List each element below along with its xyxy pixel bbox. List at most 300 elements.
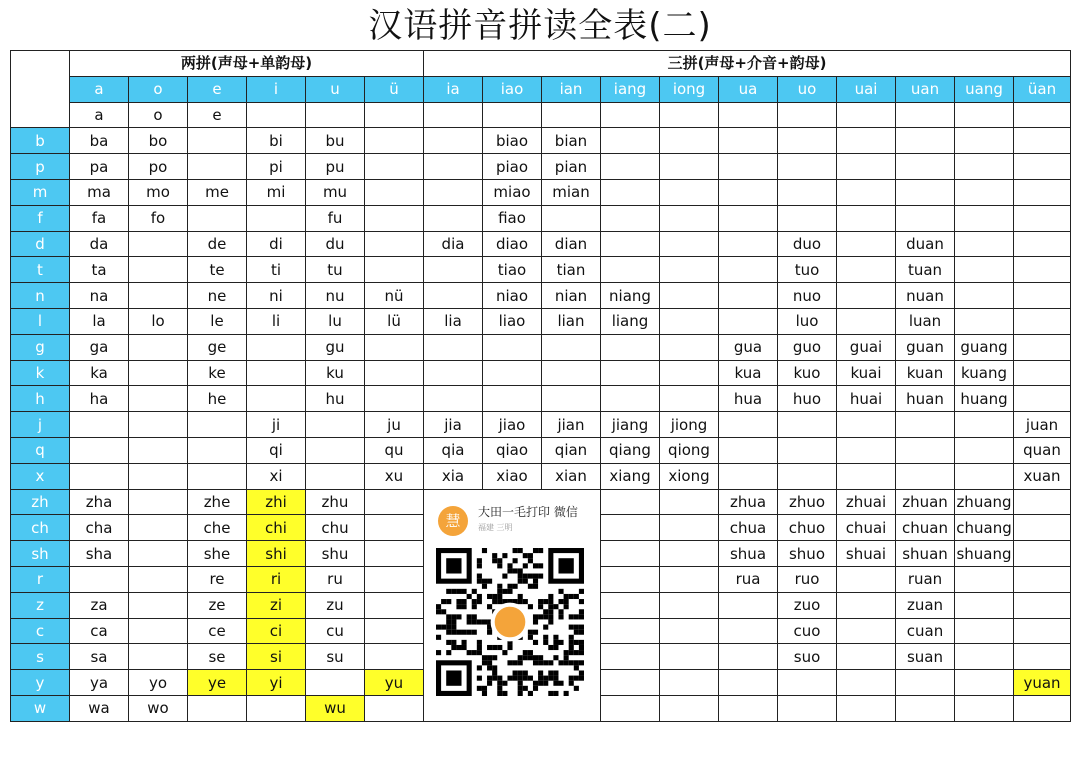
syllable-cell — [1014, 618, 1071, 644]
syllable-cell: lian — [542, 308, 601, 334]
syllable-cell: di — [247, 231, 306, 257]
syllable-cell — [896, 128, 955, 154]
syllable-cell — [955, 154, 1014, 180]
syllable-cell: tuan — [896, 257, 955, 283]
syllable-cell — [601, 179, 660, 205]
syllable-cell — [129, 592, 188, 618]
syllable-cell — [837, 670, 896, 696]
syllable-cell — [660, 618, 719, 644]
syllable-cell — [955, 412, 1014, 438]
syllable-cell: shu — [306, 541, 365, 567]
syllable-cell — [719, 618, 778, 644]
syllable-cell: hu — [306, 386, 365, 412]
syllable-cell: kuo — [778, 360, 837, 386]
syllable-cell — [719, 412, 778, 438]
syllable-cell — [719, 128, 778, 154]
syllable-cell: zhu — [306, 489, 365, 515]
syllable-cell: pi — [247, 154, 306, 180]
syllable-cell: te — [188, 257, 247, 283]
syllable-cell — [955, 618, 1014, 644]
syllable-cell — [837, 179, 896, 205]
syllable-cell — [70, 566, 129, 592]
syllable-cell — [129, 541, 188, 567]
syllable-cell: pa — [70, 154, 129, 180]
syllable-cell — [424, 154, 483, 180]
final-header-16: uang — [955, 76, 1014, 102]
syllable-cell — [955, 283, 1014, 309]
table-row — [11, 257, 1071, 283]
syllable-cell: gu — [306, 334, 365, 360]
syllable-cell: mu — [306, 179, 365, 205]
syllable-cell — [660, 566, 719, 592]
syllable-cell — [129, 412, 188, 438]
syllable-cell: ha — [70, 386, 129, 412]
syllable-cell: luan — [896, 308, 955, 334]
standalone-cell: a — [70, 102, 129, 128]
syllable-cell: ruan — [896, 566, 955, 592]
syllable-cell: kua — [719, 360, 778, 386]
syllable-cell — [542, 386, 601, 412]
qr-card — [424, 490, 600, 721]
table-row — [11, 205, 1071, 231]
syllable-cell — [188, 412, 247, 438]
syllable-cell: de — [188, 231, 247, 257]
syllable-cell: shi — [247, 541, 306, 567]
syllable-cell — [896, 205, 955, 231]
syllable-cell — [837, 592, 896, 618]
syllable-cell: juan — [1014, 412, 1071, 438]
syllable-cell — [1014, 154, 1071, 180]
syllable-cell — [601, 128, 660, 154]
syllable-cell: ruo — [778, 566, 837, 592]
syllable-cell — [1014, 231, 1071, 257]
syllable-cell: zuan — [896, 592, 955, 618]
syllable-cell — [1014, 128, 1071, 154]
syllable-cell — [660, 257, 719, 283]
syllable-cell — [365, 618, 424, 644]
syllable-cell: guai — [837, 334, 896, 360]
syllable-cell: cha — [70, 515, 129, 541]
table-row — [11, 231, 1071, 257]
syllable-cell: kuai — [837, 360, 896, 386]
syllable-cell: xu — [365, 463, 424, 489]
syllable-cell — [247, 334, 306, 360]
table-row — [11, 489, 1071, 515]
initial-label: x — [11, 463, 70, 489]
table-row — [11, 463, 1071, 489]
syllable-cell: sha — [70, 541, 129, 567]
syllable-cell: luo — [778, 308, 837, 334]
final-header-14: uai — [837, 76, 896, 102]
syllable-cell: ru — [306, 566, 365, 592]
syllable-cell: tian — [542, 257, 601, 283]
syllable-cell — [424, 360, 483, 386]
syllable-cell: na — [70, 283, 129, 309]
syllable-cell — [955, 205, 1014, 231]
syllable-cell — [601, 205, 660, 231]
syllable-cell — [365, 644, 424, 670]
syllable-cell — [955, 566, 1014, 592]
syllable-cell — [365, 515, 424, 541]
syllable-cell: fiao — [483, 205, 542, 231]
syllable-cell — [719, 257, 778, 283]
syllable-cell — [601, 541, 660, 567]
syllable-cell: si — [247, 644, 306, 670]
qr-account-name: 大田一毛打印 微信 — [478, 504, 578, 519]
table-row — [11, 412, 1071, 438]
syllable-cell — [1014, 205, 1071, 231]
syllable-cell — [365, 695, 424, 721]
syllable-cell: quan — [1014, 437, 1071, 463]
syllable-cell — [660, 386, 719, 412]
syllable-cell: zhuo — [778, 489, 837, 515]
table-row — [11, 437, 1071, 463]
final-header-11: iong — [660, 76, 719, 102]
syllable-cell: tiao — [483, 257, 542, 283]
syllable-cell — [660, 283, 719, 309]
syllable-cell: li — [247, 308, 306, 334]
syllable-cell: ye — [188, 670, 247, 696]
syllable-cell — [837, 644, 896, 670]
syllable-cell — [1014, 541, 1071, 567]
standalone-cell — [896, 102, 955, 128]
syllable-cell — [188, 695, 247, 721]
syllable-cell: ti — [247, 257, 306, 283]
syllable-cell — [660, 489, 719, 515]
syllable-cell — [601, 592, 660, 618]
final-header-17: üan — [1014, 76, 1071, 102]
syllable-cell: lu — [306, 308, 365, 334]
syllable-cell — [778, 179, 837, 205]
syllable-cell: qia — [424, 437, 483, 463]
syllable-cell: fu — [306, 205, 365, 231]
syllable-cell: wo — [129, 695, 188, 721]
syllable-cell: shuang — [955, 541, 1014, 567]
syllable-cell — [129, 437, 188, 463]
syllable-cell — [955, 463, 1014, 489]
syllable-cell — [778, 463, 837, 489]
syllable-cell — [660, 644, 719, 670]
syllable-cell: guo — [778, 334, 837, 360]
table-row — [11, 128, 1071, 154]
syllable-cell: ma — [70, 179, 129, 205]
syllable-cell: ta — [70, 257, 129, 283]
initial-label: g — [11, 334, 70, 360]
syllable-cell — [660, 308, 719, 334]
final-header-13: uo — [778, 76, 837, 102]
standalone-cell — [778, 102, 837, 128]
syllable-cell: shuan — [896, 541, 955, 567]
syllable-cell — [188, 437, 247, 463]
syllable-cell — [837, 308, 896, 334]
syllable-cell — [1014, 386, 1071, 412]
syllable-cell: ni — [247, 283, 306, 309]
syllable-cell — [247, 205, 306, 231]
syllable-cell — [896, 412, 955, 438]
syllable-cell — [601, 515, 660, 541]
syllable-cell: hua — [719, 386, 778, 412]
syllable-cell: chua — [719, 515, 778, 541]
initial-label: h — [11, 386, 70, 412]
syllable-cell — [837, 695, 896, 721]
table-row — [11, 308, 1071, 334]
syllable-cell — [955, 257, 1014, 283]
syllable-cell: kuang — [955, 360, 1014, 386]
syllable-cell — [129, 386, 188, 412]
syllable-cell: za — [70, 592, 129, 618]
syllable-cell — [365, 257, 424, 283]
syllable-cell — [424, 128, 483, 154]
syllable-cell: da — [70, 231, 129, 257]
initial-label: b — [11, 128, 70, 154]
syllable-cell: yu — [365, 670, 424, 696]
syllable-cell — [955, 644, 1014, 670]
syllable-cell — [1014, 489, 1071, 515]
syllable-cell: chuan — [896, 515, 955, 541]
final-header-6: ü — [365, 76, 424, 102]
syllable-cell — [601, 231, 660, 257]
initial-label: k — [11, 360, 70, 386]
syllable-cell: zhua — [719, 489, 778, 515]
syllable-cell: re — [188, 566, 247, 592]
syllable-cell: wa — [70, 695, 129, 721]
syllable-cell: ga — [70, 334, 129, 360]
initial-label: ch — [11, 515, 70, 541]
syllable-cell — [837, 128, 896, 154]
syllable-cell — [365, 179, 424, 205]
table-row — [11, 179, 1071, 205]
syllable-cell — [955, 231, 1014, 257]
syllable-cell — [601, 257, 660, 283]
syllable-cell: po — [129, 154, 188, 180]
syllable-cell — [601, 566, 660, 592]
syllable-cell — [601, 618, 660, 644]
syllable-cell — [365, 205, 424, 231]
syllable-cell — [306, 670, 365, 696]
syllable-cell — [719, 205, 778, 231]
syllable-cell: piao — [483, 154, 542, 180]
syllable-cell — [719, 179, 778, 205]
syllable-cell: ca — [70, 618, 129, 644]
final-header-10: iang — [601, 76, 660, 102]
table-row — [11, 360, 1071, 386]
syllable-cell: zu — [306, 592, 365, 618]
syllable-cell — [70, 412, 129, 438]
syllable-cell — [955, 308, 1014, 334]
syllable-cell: ze — [188, 592, 247, 618]
standalone-cell — [1014, 102, 1071, 128]
initial-label: z — [11, 592, 70, 618]
standalone-cell — [955, 102, 1014, 128]
syllable-cell: huai — [837, 386, 896, 412]
table-row — [11, 154, 1071, 180]
syllable-cell — [129, 360, 188, 386]
syllable-cell — [365, 566, 424, 592]
syllable-cell — [778, 128, 837, 154]
syllable-cell — [365, 231, 424, 257]
syllable-cell: yo — [129, 670, 188, 696]
syllable-cell: ya — [70, 670, 129, 696]
syllable-cell: qiang — [601, 437, 660, 463]
initial-label: f — [11, 205, 70, 231]
syllable-cell: bi — [247, 128, 306, 154]
syllable-cell: liao — [483, 308, 542, 334]
syllable-cell: pu — [306, 154, 365, 180]
syllable-cell — [306, 463, 365, 489]
syllable-cell: le — [188, 308, 247, 334]
syllable-cell — [778, 205, 837, 231]
syllable-cell — [719, 463, 778, 489]
syllable-cell — [365, 154, 424, 180]
initial-label: s — [11, 644, 70, 670]
syllable-cell: se — [188, 644, 247, 670]
syllable-cell: lia — [424, 308, 483, 334]
syllable-cell — [483, 386, 542, 412]
syllable-cell — [424, 257, 483, 283]
brand-logo-icon: 慧 — [438, 506, 468, 536]
syllable-cell — [660, 360, 719, 386]
syllable-cell — [1014, 334, 1071, 360]
syllable-cell: xi — [247, 463, 306, 489]
standalone-cell — [542, 102, 601, 128]
syllable-cell — [129, 283, 188, 309]
syllable-cell: fa — [70, 205, 129, 231]
standalone-cell — [247, 102, 306, 128]
syllable-cell — [837, 205, 896, 231]
syllable-cell: zhi — [247, 489, 306, 515]
syllable-cell — [1014, 695, 1071, 721]
syllable-cell: dia — [424, 231, 483, 257]
syllable-cell — [719, 231, 778, 257]
initial-label: zh — [11, 489, 70, 515]
syllable-cell: ne — [188, 283, 247, 309]
syllable-cell: xia — [424, 463, 483, 489]
syllable-cell: suan — [896, 644, 955, 670]
syllable-cell — [955, 437, 1014, 463]
final-header-15: uan — [896, 76, 955, 102]
syllable-cell — [188, 128, 247, 154]
syllable-cell: yuan — [1014, 670, 1071, 696]
syllable-cell — [837, 154, 896, 180]
final-header-5: u — [306, 76, 365, 102]
pinyin-table — [10, 50, 1071, 722]
syllable-cell — [660, 541, 719, 567]
syllable-cell — [719, 592, 778, 618]
syllable-cell — [660, 231, 719, 257]
syllable-cell: sa — [70, 644, 129, 670]
syllable-cell: shuo — [778, 541, 837, 567]
syllable-cell: qiao — [483, 437, 542, 463]
syllable-cell — [1014, 257, 1071, 283]
syllable-cell — [129, 489, 188, 515]
syllable-cell: bo — [129, 128, 188, 154]
syllable-cell — [601, 670, 660, 696]
initial-label: y — [11, 670, 70, 696]
syllable-cell — [660, 154, 719, 180]
syllable-cell: she — [188, 541, 247, 567]
syllable-cell — [837, 257, 896, 283]
syllable-cell: pian — [542, 154, 601, 180]
syllable-cell — [896, 670, 955, 696]
standalone-cell — [306, 102, 365, 128]
syllable-cell: huo — [778, 386, 837, 412]
group-three-label: 三拼(声母+介音+韵母) — [424, 51, 1071, 77]
syllable-cell — [719, 154, 778, 180]
syllable-cell: zhuan — [896, 489, 955, 515]
syllable-cell — [306, 437, 365, 463]
initial-label: sh — [11, 541, 70, 567]
syllable-cell — [837, 231, 896, 257]
syllable-cell — [542, 334, 601, 360]
standalone-cell — [483, 102, 542, 128]
syllable-cell — [719, 670, 778, 696]
syllable-cell — [719, 437, 778, 463]
syllable-cell: ri — [247, 566, 306, 592]
syllable-cell: xiong — [660, 463, 719, 489]
qr-location: 福建 三明 — [478, 522, 513, 532]
syllable-cell — [955, 128, 1014, 154]
syllable-cell: shuai — [837, 541, 896, 567]
syllable-cell — [247, 360, 306, 386]
syllable-cell — [483, 360, 542, 386]
syllable-cell — [778, 670, 837, 696]
syllable-cell — [483, 334, 542, 360]
syllable-cell: ka — [70, 360, 129, 386]
syllable-cell — [955, 592, 1014, 618]
syllable-cell — [1014, 283, 1071, 309]
syllable-cell — [424, 283, 483, 309]
syllable-cell: mi — [247, 179, 306, 205]
initial-label: d — [11, 231, 70, 257]
syllable-cell: che — [188, 515, 247, 541]
final-header-4: i — [247, 76, 306, 102]
syllable-cell: he — [188, 386, 247, 412]
syllable-cell: ci — [247, 618, 306, 644]
syllable-cell — [129, 231, 188, 257]
syllable-cell — [129, 618, 188, 644]
corner-cell — [11, 51, 70, 128]
syllable-cell: tu — [306, 257, 365, 283]
syllable-cell: mian — [542, 179, 601, 205]
syllable-cell — [188, 205, 247, 231]
syllable-cell — [365, 334, 424, 360]
syllable-cell — [601, 334, 660, 360]
syllable-cell — [1014, 179, 1071, 205]
syllable-cell: gua — [719, 334, 778, 360]
qr-code-icon — [436, 548, 584, 696]
standalone-cell — [365, 102, 424, 128]
initial-label: l — [11, 308, 70, 334]
table-row — [11, 386, 1071, 412]
final-header-7: ia — [424, 76, 483, 102]
syllable-cell: nu — [306, 283, 365, 309]
syllable-cell: chu — [306, 515, 365, 541]
syllable-cell: me — [188, 179, 247, 205]
syllable-cell — [778, 437, 837, 463]
syllable-cell — [660, 205, 719, 231]
syllable-cell — [542, 205, 601, 231]
syllable-cell — [778, 154, 837, 180]
syllable-cell — [129, 515, 188, 541]
syllable-cell: ji — [247, 412, 306, 438]
syllable-cell: ge — [188, 334, 247, 360]
syllable-cell: ke — [188, 360, 247, 386]
syllable-cell: chuo — [778, 515, 837, 541]
syllable-cell — [896, 179, 955, 205]
syllable-cell: qian — [542, 437, 601, 463]
syllable-cell — [365, 386, 424, 412]
syllable-cell — [896, 154, 955, 180]
